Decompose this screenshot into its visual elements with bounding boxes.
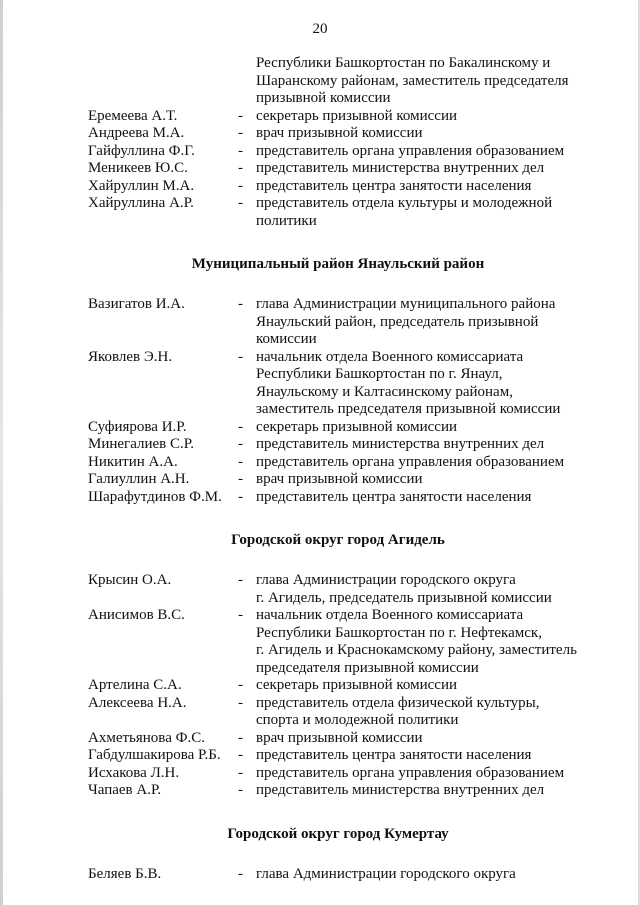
role-line: представитель министерства внутренних дел — [256, 160, 545, 176]
role-line: глава Администрации муниципального района — [256, 296, 556, 312]
dash-separator: - — [238, 729, 243, 746]
member-name: Исхакова Л.Н. — [88, 764, 180, 781]
member-role — [256, 178, 588, 196]
member-role — [256, 108, 588, 126]
member-role — [256, 143, 588, 161]
member-role — [256, 349, 588, 419]
member-entry — [88, 143, 588, 161]
dash-separator: - — [238, 572, 243, 588]
member-name: Крысин О.А. — [88, 572, 172, 588]
member-entry — [88, 160, 588, 178]
continuation-line: Республики Башкортостан по Бакалинскому и — [256, 55, 551, 71]
member-entry — [88, 677, 588, 695]
district-section — [88, 800, 588, 884]
member-name: Алексеева Н.А. — [88, 694, 187, 711]
role-line: секретарь призывной комиссии — [256, 418, 458, 435]
dash-separator: - — [238, 296, 243, 312]
member-role — [256, 471, 588, 489]
member-name: Хайруллина А.Р. — [88, 195, 194, 211]
member-entry — [88, 866, 588, 884]
member-role — [256, 489, 588, 507]
role-line: представитель министерства внутренних дел — [256, 436, 545, 452]
dash-separator: - — [238, 177, 243, 194]
district-section — [88, 506, 588, 800]
member-entry — [88, 178, 588, 196]
member-role — [256, 765, 588, 783]
member-role — [256, 730, 588, 748]
member-name: Вазигатов И.А. — [88, 296, 185, 312]
role-line: представитель органа управления образованием — [256, 453, 565, 470]
role-line: комиссии — [256, 331, 317, 347]
member-name: Минегалиев С.Р. — [88, 436, 194, 452]
role-line: представитель органа управления образованием — [256, 764, 565, 781]
document-body — [88, 55, 588, 883]
member-name: Яковлев Э.Н. — [88, 348, 173, 365]
scan-edge-left — [0, 0, 3, 905]
member-name: Еремеева А.Т. — [88, 107, 178, 124]
dash-separator: - — [238, 418, 243, 435]
role-line: Янаульский район, председатель призывной — [256, 313, 539, 330]
member-entry — [88, 419, 588, 437]
section-heading: Городской округ город Агидель — [231, 532, 445, 548]
member-role — [256, 195, 588, 230]
member-name: Анисимов В.С. — [88, 607, 185, 623]
role-line: секретарь призывной комиссии — [256, 677, 458, 693]
member-role — [256, 782, 588, 800]
sections — [88, 230, 588, 883]
member-name: Суфиярова И.Р. — [88, 418, 187, 435]
dash-separator: - — [238, 488, 243, 505]
section-heading: Городской округ город Кумертау — [227, 825, 449, 842]
continuation-line: призывной комиссии — [256, 90, 391, 106]
dash-separator: - — [238, 782, 243, 798]
role-line: Янаульскому и Калтасинскому районам, — [256, 383, 513, 400]
member-name: Артелина С.А. — [88, 677, 182, 693]
member-entry — [88, 695, 588, 730]
member-entry — [88, 195, 588, 230]
dash-separator: - — [238, 107, 243, 124]
member-role — [256, 296, 588, 349]
role-line: заместитель председателя призывной комиссии — [256, 401, 561, 417]
role-line: глава Администрации городского округа — [256, 572, 516, 588]
role-line: врач призывной комиссии — [256, 729, 423, 746]
continuation-line: Шаранскому районам, заместитель председателя — [256, 72, 569, 89]
section-heading: Муниципальный район Янаульский район — [191, 256, 485, 272]
role-line: Республики Башкортостан по г. Нефтекамск, — [256, 624, 542, 641]
role-line: представитель отдела культуры и молодежной — [256, 195, 553, 211]
member-role — [256, 747, 588, 765]
section-member-list — [88, 572, 588, 800]
member-name: Никитин А.А. — [88, 453, 178, 470]
member-entry — [88, 108, 588, 126]
member-role — [256, 419, 588, 437]
member-role — [256, 866, 588, 884]
member-role — [256, 695, 588, 730]
member-name: Габдулшакирова Р.Б. — [88, 747, 221, 763]
member-name: Меникеев Ю.С. — [88, 160, 188, 176]
member-entry — [88, 436, 588, 454]
role-line: представитель центра занятости населения — [256, 747, 532, 763]
role-line: г. Агидель и Краснокамскому району, заместитель — [256, 642, 577, 658]
dash-separator: - — [238, 195, 243, 211]
member-entry — [88, 296, 588, 349]
dash-separator: - — [238, 453, 243, 470]
member-entry — [88, 471, 588, 489]
section-member-list — [88, 866, 588, 884]
dash-separator: - — [238, 764, 243, 781]
role-line: Республики Башкортостан по г. Янаул, — [256, 366, 503, 382]
member-entry — [88, 572, 588, 607]
member-entry — [88, 489, 588, 507]
role-line: г. Агидель, председатель призывной комиссии — [256, 589, 552, 606]
dash-separator: - — [238, 747, 243, 763]
member-entry — [88, 607, 588, 677]
member-entry — [88, 454, 588, 472]
member-name: Чапаев А.Р. — [88, 782, 162, 798]
member-name: Галиуллин А.Н. — [88, 471, 190, 487]
member-name: Андреева М.А. — [88, 125, 185, 141]
role-line: политики — [256, 212, 317, 229]
member-name: Хайруллин М.А. — [88, 177, 195, 194]
role-line: представитель министерства внутренних дел — [256, 782, 545, 798]
member-entry — [88, 349, 588, 419]
page-number: 20 — [312, 21, 328, 37]
member-name: Беляев Б.В. — [88, 865, 162, 882]
role-line: представитель центра занятости населения — [256, 177, 532, 194]
role-line: секретарь призывной комиссии — [256, 107, 458, 124]
district-section — [88, 230, 588, 506]
dash-separator: - — [238, 142, 243, 159]
role-line: начальник отдела Военного комиссариата — [256, 348, 524, 365]
member-role — [256, 160, 588, 178]
member-entry — [88, 765, 588, 783]
member-entry — [88, 125, 588, 143]
role-line: представитель отдела физической культуры, — [256, 694, 540, 711]
top-member-list — [88, 108, 588, 231]
dash-separator: - — [238, 694, 243, 711]
member-role — [256, 436, 588, 454]
role-line: начальник отдела Военного комиссариата — [256, 607, 524, 623]
dash-separator: - — [238, 865, 243, 882]
member-name: Шарафутдинов Ф.М. — [88, 488, 222, 505]
member-name: Гайфуллина Ф.Г. — [88, 142, 195, 159]
dash-separator: - — [238, 471, 243, 487]
dash-separator: - — [238, 677, 243, 693]
role-line: представитель центра занятости населения — [256, 488, 532, 505]
continuation-text — [88, 55, 588, 108]
role-line: врач призывной комиссии — [256, 125, 423, 141]
dash-separator: - — [238, 160, 243, 176]
dash-separator: - — [238, 348, 243, 365]
section-member-list — [88, 296, 588, 506]
member-role — [256, 454, 588, 472]
member-entry — [88, 730, 588, 748]
role-line: глава Администрации городского округа — [256, 865, 516, 882]
member-role — [256, 125, 588, 143]
role-line: представитель органа управления образованием — [256, 142, 565, 159]
member-role — [256, 607, 588, 677]
member-role — [256, 677, 588, 695]
role-line: председателя призывной комиссии — [256, 659, 479, 676]
member-name: Ахметьянова Ф.С. — [88, 729, 205, 746]
member-entry — [88, 747, 588, 765]
member-entry — [88, 782, 588, 800]
dash-separator: - — [238, 436, 243, 452]
member-role — [256, 572, 588, 607]
dash-separator: - — [238, 125, 243, 141]
role-line: врач призывной комиссии — [256, 471, 423, 487]
dash-separator: - — [238, 607, 243, 623]
role-line: спорта и молодежной политики — [256, 712, 459, 728]
